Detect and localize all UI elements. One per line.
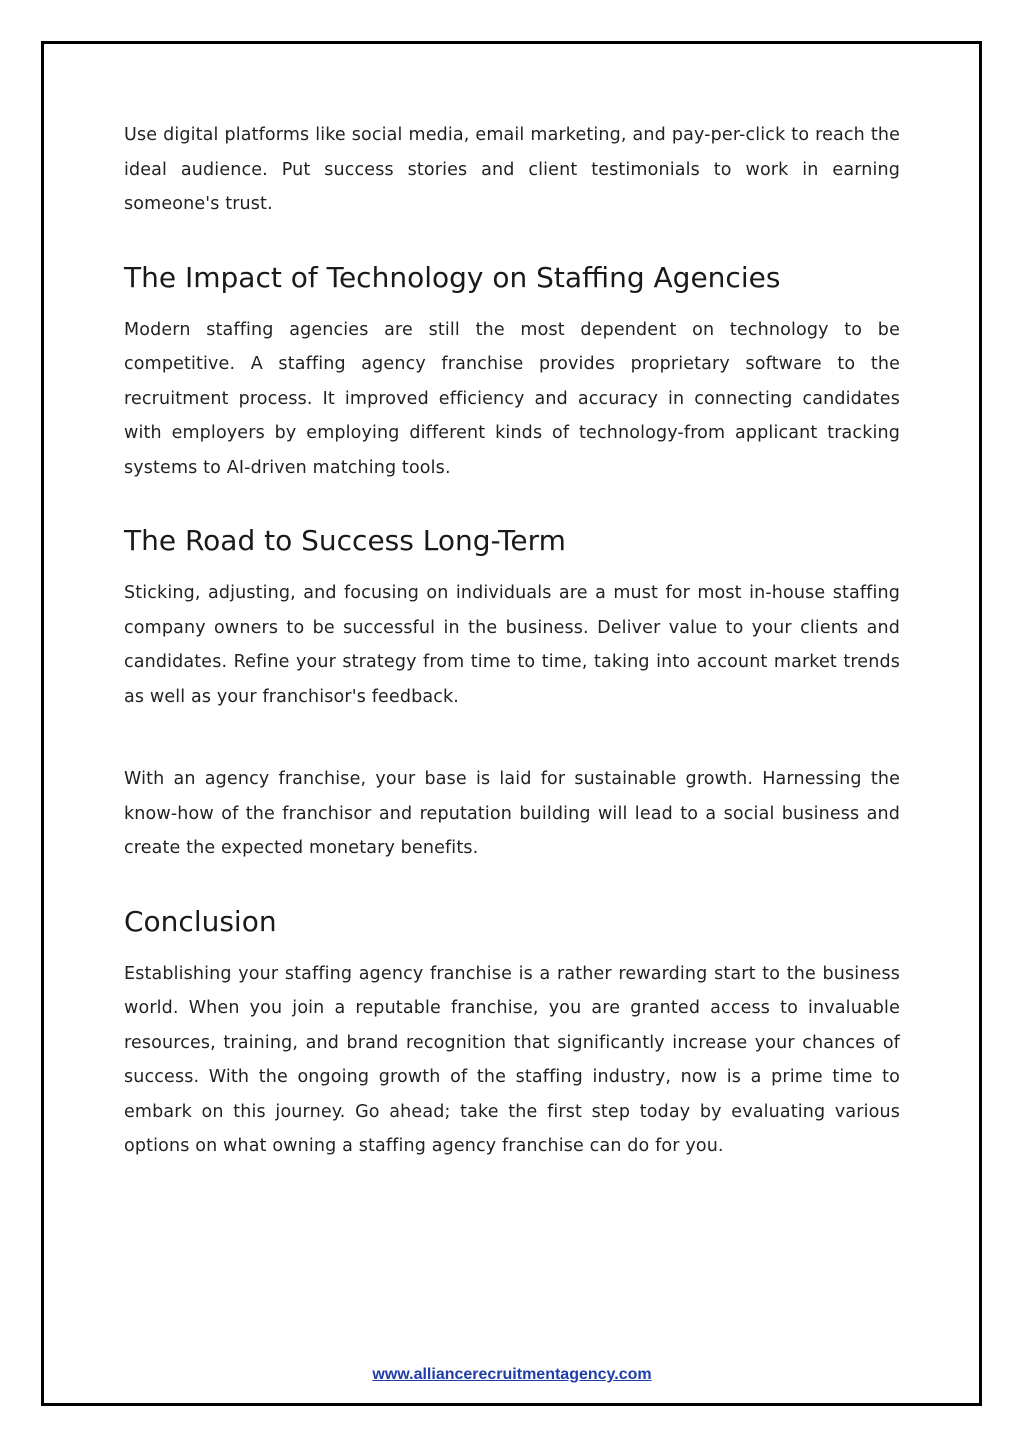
intro-paragraph: Use digital platforms like social media, email marketing, and pay-per-click to reach the ideal audience. Put success stories and client testimonials to work in earning someone's trust.: [124, 125, 900, 214]
section-body-road-to-success: Sticking, adjusting, and focusing on individuals are a must for most in-house staffing company owners to be successful in the business. Deliver value to your clients and candidates. Refine your strategy from time to time, taking into account market trends as well as your franchisor's feedback.: [124, 583, 900, 707]
document-body: [124, 118, 900, 1164]
section-heading-technology: The Impact of Technology on Staffing Agencies: [124, 260, 781, 294]
section-heading-conclusion: Conclusion: [124, 904, 277, 938]
section-heading-road-to-success: The Road to Success Long-Term: [124, 524, 566, 557]
section-body-technology: Modern staffing agencies are still the most dependent on technology to be competitive. A staffing agency franchise provides proprietary software to the recruitment process. It improved efficiency and accuracy in connecting candidates with employers by employing different kinds of technology-from applicant tracking systems to AI-driven matching tools.: [124, 319, 900, 478]
section-body-conclusion: Establishing your staffing agency franchise is a rather rewarding start to the business world. When you join a reputable franchise, you are granted access to invaluable resources, training, and brand recognition that significantly increase your chances of success. With the ongoing growth of the staffing industry, now is a prime time to embark on this journey. Go ahead; take the first step today by evaluating various options on what owning a staffing agency franchise can do for you.: [124, 963, 900, 1156]
footer-website-link[interactable]: www.alliancerecruitmentagency.com: [372, 1366, 652, 1383]
section-body-growth: With an agency franchise, your base is laid for sustainable growth. Harnessing the know-how of the franchisor and reputation building will lead to a social business and create the expected monetary benefits.: [124, 769, 900, 858]
